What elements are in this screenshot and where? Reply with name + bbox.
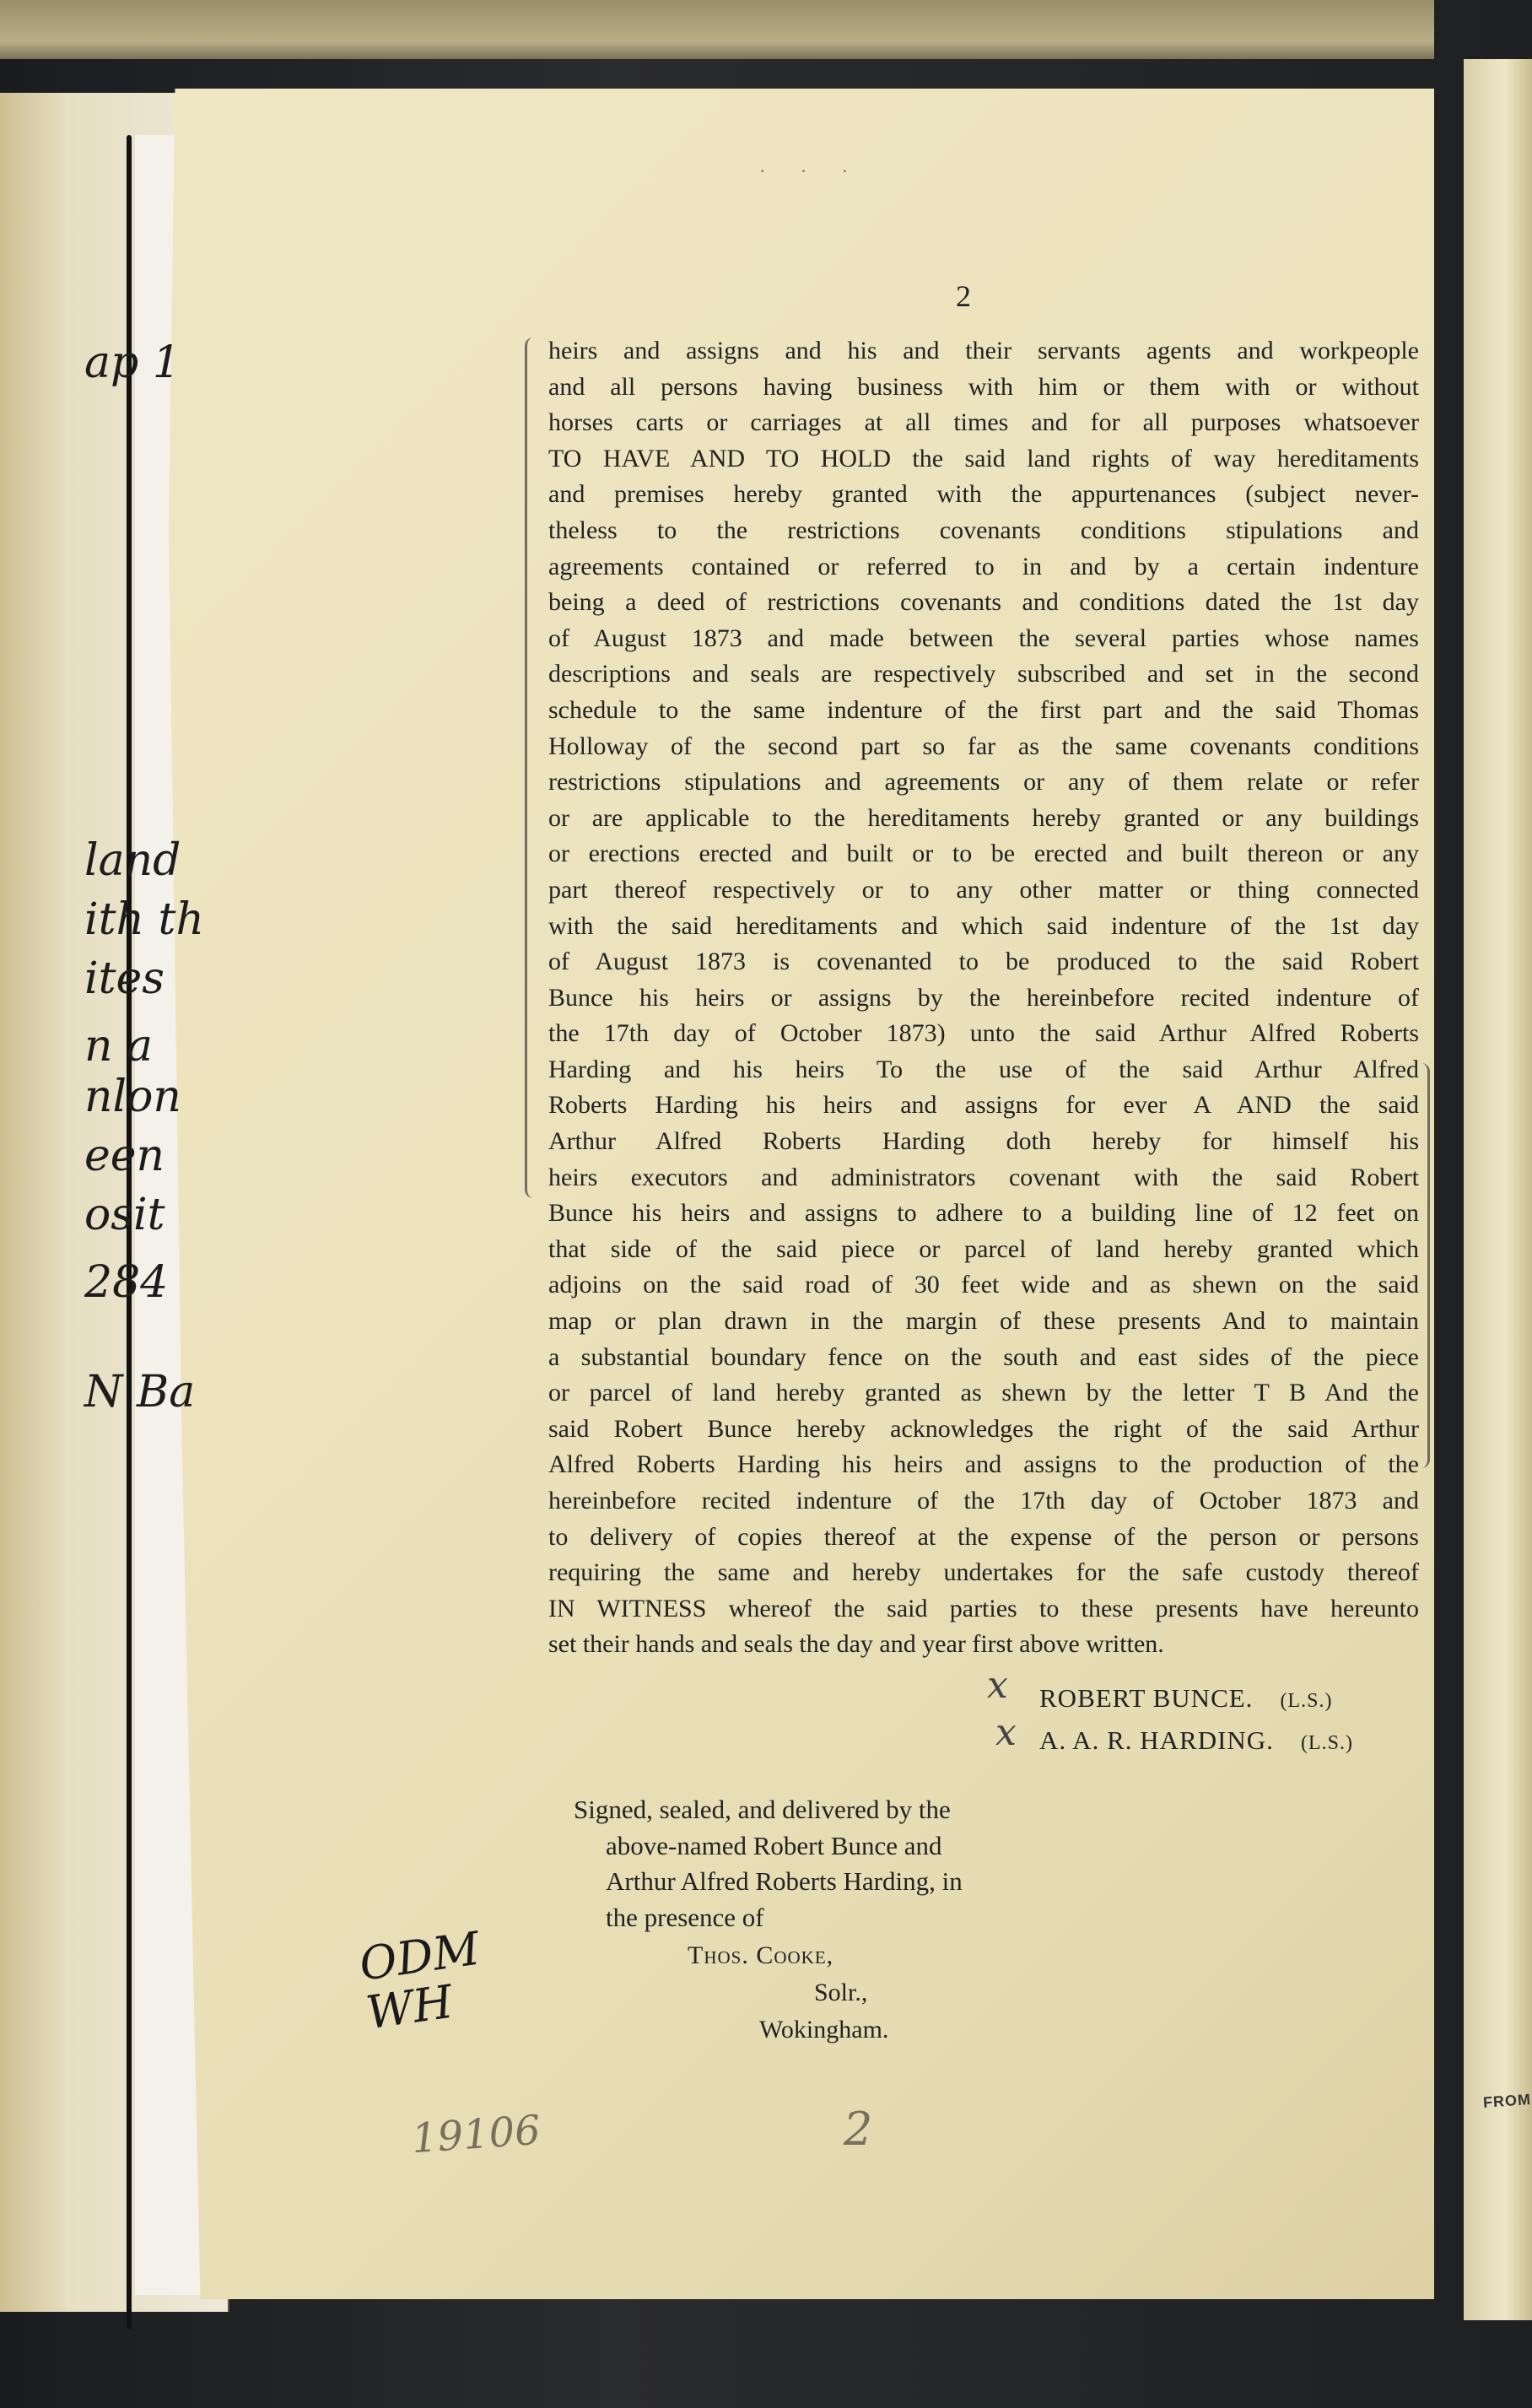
underlying-handwriting: een (84, 1131, 165, 1181)
attestation-line: Signed, sealed, and delivered by the (574, 1795, 951, 1824)
deed-body-text (548, 333, 1419, 1663)
body-line: part thereof respectively or to any other matter or thing connected (548, 875, 1419, 904)
body-line: TO HAVE AND TO HOLD the said land rights of way hereditaments (548, 444, 1419, 472)
body-line: hereinbefore recited indenture of the 17th day of October 1873 and (548, 1487, 1419, 1514)
attestation-line: Arthur Alfred Roberts Harding, in (606, 1866, 963, 1896)
body-line: set their hands and seals the day and year first above written. (548, 1630, 1164, 1659)
signatory-name: ROBERT BUNCE. (1039, 1683, 1254, 1713)
body-line: with the said hereditaments and which said indenture of the 1st day (548, 911, 1419, 940)
body-line: being a deed of restrictions covenants and conditions dated the 1st day (548, 588, 1419, 617)
solicitor-town: Wokingham. (759, 2016, 889, 2044)
underlying-handwriting: N Ba (84, 1367, 196, 1417)
underlying-handwriting: land (84, 835, 181, 886)
body-line: to delivery of copies thereof at the expense of the person or persons (548, 1522, 1419, 1551)
body-line: said Robert Bunce hereby acknowledges the right of the said Arthur (548, 1414, 1419, 1443)
body-line: that side of the said piece or parcel of land hereby granted which (548, 1234, 1419, 1263)
body-line: of August 1873 is covenanted to be produced to the said Robert (548, 948, 1419, 976)
attestation-clause (574, 1792, 963, 1936)
signature-mark: x (995, 1711, 1017, 1754)
initials-line: ODM (356, 1921, 483, 1991)
attestation-line: the presence of (606, 1902, 764, 1932)
top-sheet-edge (0, 0, 1434, 59)
body-line: schedule to the same indenture of the first part and the said Thomas (548, 695, 1419, 724)
body-line: and premises hereby granted with the appurtenances (subject never- (548, 480, 1419, 509)
underlying-handwriting: ites (84, 953, 165, 1004)
body-line: heirs executors and administrators covenant with the said Robert (548, 1163, 1419, 1191)
pencil-page-number: 2 (844, 2103, 873, 2156)
body-line: heirs and assigns and his and their servants agents and workpeople (548, 337, 1419, 364)
body-line: Arthur Alfred Roberts Harding doth hereby for himself his (548, 1127, 1419, 1156)
body-line: or erections erected and built or to be erected and built thereon or any (548, 840, 1419, 868)
initials-line: WH (363, 1974, 456, 2040)
body-line: a substantial boundary fence on the south and east sides of the piece (548, 1342, 1419, 1371)
body-line: map or plan drawn in the margin of these presents And to maintain (548, 1307, 1419, 1336)
body-line: or parcel of land hereby granted as shewn by the letter T B And the (548, 1379, 1419, 1407)
body-line: adjoins on the said road of 30 feet wide and as shewn on the said (548, 1271, 1419, 1299)
underlying-handwriting: n a (84, 1021, 154, 1072)
pencil-reference-number: 19106 (410, 2106, 542, 2163)
underlying-handwriting: nlon (84, 1072, 181, 1122)
underlying-handwriting: osit (84, 1190, 165, 1240)
body-line: IN WITNESS whereof the said parties to these presents have hereunto (548, 1594, 1419, 1622)
margin-bracket (1419, 1063, 1430, 1468)
seal-mark: (L.S.) (1280, 1690, 1333, 1712)
body-line: Harding and his heirs To the use of the said Arthur Alfred (548, 1055, 1419, 1083)
adjacent-sheet-stamp: FROM (1482, 2091, 1532, 2111)
body-line: Bunce his heirs or assigns by the hereinbefore recited indenture of (548, 983, 1419, 1012)
body-line: the 17th day of October 1873) unto the said Arthur Alfred Roberts (548, 1019, 1419, 1048)
body-line: Roberts Harding his heirs and assigns for ever A AND the said (548, 1091, 1419, 1120)
body-line: Bunce his heirs and assigns to adhere to a building line of 12 feet on (548, 1199, 1419, 1228)
underlying-handwriting: ap 1 (84, 337, 181, 388)
margin-bracket (525, 337, 539, 1198)
body-line: agreements contained or referred to in and by a certain indenture (548, 552, 1419, 580)
underlying-handwriting: ith th (84, 894, 204, 945)
witness-initials (356, 1921, 490, 2040)
signature-robert-bunce (1039, 1683, 1332, 1714)
body-line: descriptions and seals are respectively subscribed and set in the second (548, 660, 1419, 688)
body-line: requiring the same and hereby undertakes for the safe custody thereof (548, 1558, 1419, 1587)
signatory-name: A. A. R. HARDING. (1039, 1725, 1274, 1755)
adjacent-sheet (1464, 59, 1532, 2320)
solicitor-name: Thos. Cooke, (688, 1941, 834, 1969)
body-line: restrictions stipulations and agreements or any of them relate or refer (548, 768, 1419, 796)
body-line: Holloway of the second part so far as the same covenants conditions (548, 732, 1419, 760)
seal-mark: (L.S.) (1300, 1732, 1353, 1754)
signature-mark: x (987, 1664, 1008, 1707)
attestation-line: above-named Robert Bunce and (606, 1830, 942, 1860)
body-line: or are applicable to the hereditaments hereby granted or any buildings (548, 803, 1419, 832)
paper-marks: · · · (759, 160, 863, 181)
underlying-handwriting: 284 (84, 1257, 169, 1308)
body-line: and all persons having business with him or them with or without (548, 372, 1419, 401)
body-line: theless to the restrictions covenants conditions stipulations and (548, 516, 1419, 544)
page-number: 2 (956, 279, 971, 313)
solicitor-title: Solr., (814, 1979, 868, 2006)
body-line: of August 1873 and made between the several parties whose names (548, 624, 1419, 652)
body-line: Alfred Roberts Harding his heirs and assigns to the production of the (548, 1450, 1419, 1479)
body-line: horses carts or carriages at all times and for all purposes whatsoever (548, 408, 1419, 437)
signature-harding (1039, 1725, 1353, 1756)
solicitor-block (688, 1937, 888, 2049)
